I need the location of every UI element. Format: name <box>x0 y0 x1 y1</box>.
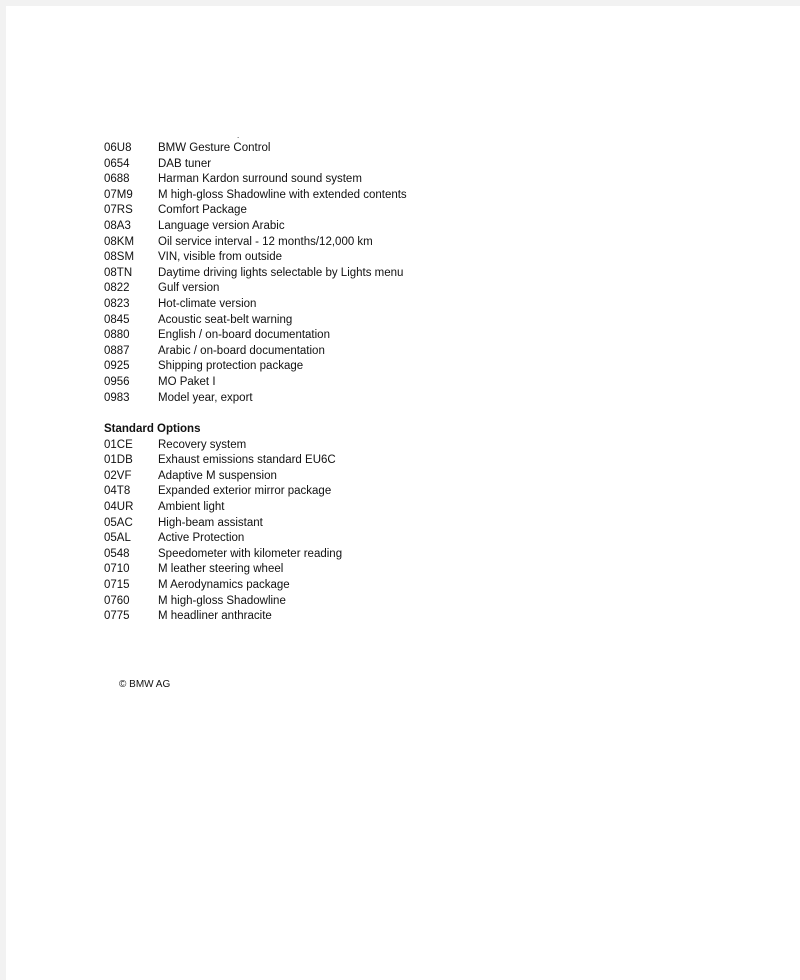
option-row <box>104 188 407 204</box>
option-code: 0823 <box>104 297 130 310</box>
option-row <box>104 250 407 266</box>
option-code: 01DB <box>104 454 133 467</box>
option-code: 08SM <box>104 251 135 264</box>
option-row <box>104 453 342 469</box>
option-description: Acoustic seat-belt warning <box>158 313 293 326</box>
option-description: Adaptive M suspension <box>158 469 277 482</box>
option-description: DAB tuner <box>158 157 212 170</box>
option-code: 0688 <box>104 173 130 186</box>
option-description: Active Protection <box>158 532 245 545</box>
option-row <box>104 562 342 578</box>
option-code: 0925 <box>104 360 130 373</box>
option-description: Exhaust emissions standard EU6C <box>158 454 336 467</box>
option-description: Ambient light <box>158 500 225 513</box>
option-description: M Aerodynamics package <box>158 578 290 591</box>
document-page <box>6 6 800 980</box>
option-code: 0845 <box>104 313 130 326</box>
option-description: English / on-board documentation <box>158 329 330 342</box>
option-row <box>104 609 342 625</box>
option-description: High-beam assistant <box>158 516 263 529</box>
option-code: 0822 <box>104 282 130 295</box>
copyright-notice: © BMW AG <box>119 679 171 690</box>
option-description: Shipping protection package <box>158 360 304 373</box>
option-description: Model year, export <box>158 391 253 404</box>
option-code: 0715 <box>104 578 130 591</box>
option-row <box>104 141 407 157</box>
option-code: 0956 <box>104 375 130 388</box>
option-row <box>104 516 342 532</box>
option-row <box>104 547 342 563</box>
option-code: 0775 <box>104 610 130 623</box>
option-row <box>104 500 342 516</box>
option-row <box>104 594 342 610</box>
option-description: Oil service interval - 12 months/12,000 km <box>158 235 373 248</box>
standard-options-title: Standard Options <box>104 423 201 435</box>
option-code: 08A3 <box>104 219 131 232</box>
option-code: 04T8 <box>104 485 131 498</box>
option-code: 08KM <box>104 235 135 248</box>
option-code: 0548 <box>104 547 130 560</box>
option-row <box>104 531 342 547</box>
option-code: 0710 <box>104 563 130 576</box>
option-row <box>104 344 407 360</box>
option-description: Arabic / on-board documentation <box>158 344 325 357</box>
option-description: Expanded exterior mirror package <box>158 485 332 498</box>
option-code: 06U8 <box>104 142 132 154</box>
option-code: 05AC <box>104 516 133 529</box>
option-description: VIN, visible from outside <box>158 251 282 264</box>
option-code: 01CE <box>104 438 133 451</box>
option-description: M leather steering wheel <box>158 563 284 576</box>
option-description: Speedometer with kilometer reading <box>158 547 343 560</box>
option-description: M headliner anthracite <box>158 610 272 623</box>
option-row <box>104 313 407 329</box>
option-code: 04UR <box>104 500 134 513</box>
standard-options-section <box>104 422 342 625</box>
option-description: Harman Kardon surround sound system <box>158 173 362 186</box>
option-description: Gulf version <box>158 282 220 295</box>
option-description: MO Paket I <box>158 375 216 388</box>
option-description: M high-gloss Shadowline <box>158 594 286 607</box>
option-row <box>104 578 342 594</box>
option-description: Comfort Package <box>158 204 247 217</box>
option-row <box>104 391 407 407</box>
option-row <box>104 484 342 500</box>
option-code: 0654 <box>104 157 130 170</box>
option-row <box>104 203 407 219</box>
option-code: 0887 <box>104 344 130 357</box>
option-description: BMW Gesture Control <box>158 142 271 154</box>
options-list <box>104 141 407 406</box>
option-code: 05AL <box>104 532 131 545</box>
option-description: Recovery system <box>158 438 247 451</box>
option-row <box>104 375 407 391</box>
option-row <box>104 359 407 375</box>
option-row <box>104 469 342 485</box>
option-description: Hot-climate version <box>158 297 257 310</box>
stray-dot-mark: . <box>237 131 240 140</box>
option-row <box>104 219 407 235</box>
option-code: 02VF <box>104 469 132 482</box>
option-row <box>104 172 407 188</box>
option-row <box>104 266 407 282</box>
option-description: Daytime driving lights selectable by Lights menu <box>158 266 404 279</box>
option-row <box>104 438 342 454</box>
option-code: 0880 <box>104 329 130 342</box>
standard-options-list <box>104 438 342 625</box>
option-row <box>104 328 407 344</box>
option-code: 07M9 <box>104 188 133 201</box>
option-row <box>104 297 407 313</box>
option-code: 0983 <box>104 391 130 404</box>
option-code: 08TN <box>104 266 133 279</box>
option-description: Language version Arabic <box>158 219 285 232</box>
option-row <box>104 157 407 173</box>
option-row <box>104 235 407 251</box>
option-code: 07RS <box>104 204 133 217</box>
option-code: 0760 <box>104 594 130 607</box>
option-row <box>104 281 407 297</box>
option-description: M high-gloss Shadowline with extended contents <box>158 188 407 201</box>
